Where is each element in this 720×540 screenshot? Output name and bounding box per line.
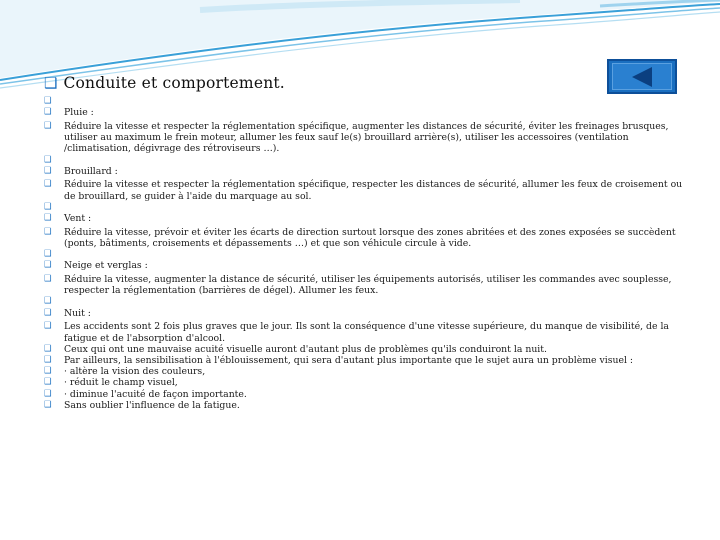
list-item [44,274,694,296]
list-item-text: Les accidents sont 2 fois plus graves que le jour. Ils sont la conséquence d'une vitesse supérieure, du manque de visibilité, de la fatigue et de l'absorption d'alcool. [64,321,669,344]
list-item [44,389,694,400]
square-bullet-icon: ❑ [44,213,52,224]
list-item-text: · réduit le champ visuel, [64,377,178,389]
list-item [44,355,694,366]
list-item [44,308,694,319]
list-item [44,166,694,177]
list-item-text: Par ailleurs, la sensibilisation à l'éblouissement, qui sera d'autant plus importante que le sujet aura un problème visuel : [64,354,634,366]
square-bullet-icon: ❑ [44,74,58,92]
square-bullet-icon: ❑ [44,154,52,165]
list-item [44,377,694,388]
square-bullet-icon: ❑ [44,274,52,285]
list-item-text: · altère la vision des couleurs, [64,366,206,378]
list-item-text: Vent : [64,213,92,225]
list-item [44,366,694,377]
list-item-text [64,249,694,260]
square-bullet-icon: ❑ [44,354,52,365]
square-bullet-icon: ❑ [44,366,52,377]
list-item-text [64,202,694,213]
square-bullet-icon: ❑ [44,201,52,212]
list-item [44,213,694,224]
list-item [44,107,694,118]
back-button-face [612,63,672,90]
list-item [44,400,694,411]
list-item-text: Neige et verglas : [64,260,148,272]
back-button[interactable] [607,59,677,94]
list-item [44,202,694,213]
content-list [44,96,694,411]
list-item [44,249,694,260]
square-bullet-icon: ❑ [44,343,52,354]
square-bullet-icon: ❑ [44,307,52,318]
section [44,155,694,202]
square-bullet-icon: ❑ [44,399,52,410]
title-row [44,74,285,92]
back-arrow-icon [630,66,654,88]
square-bullet-icon: ❑ [44,96,52,106]
section [44,296,694,411]
list-item [44,227,694,249]
list-item-text [64,296,694,307]
square-bullet-icon: ❑ [44,107,52,118]
list-item [44,155,694,166]
square-bullet-icon: ❑ [44,249,52,260]
list-item [44,344,694,355]
section [44,202,694,249]
list-item [44,321,694,343]
square-bullet-icon: ❑ [44,179,52,190]
page-title: Conduite et comportement. [63,74,285,92]
list-item-text: Réduire la vitesse, augmenter la distance de sécurité, utiliser les équipements autorisés, utiliser les commandes avec souplesse, respecter la réglementation (barrières de dégel). Allumer les feux. [64,274,672,297]
section [44,249,694,296]
list-item-text: Brouillard : [64,165,118,177]
list-item-text: Réduire la vitesse, prévoir et éviter les écarts de direction surtout lorsque des zones abritées et des zones exposées se succèdent (ponts, bâtiments, croisements et dépassements …) et que son véhicule circule à vide. [64,226,676,249]
square-bullet-icon: ❑ [44,120,52,131]
list-item-text: Réduire la vitesse et respecter la réglementation spécifique, augmenter les distances de sécurité, éviter les freinages brusques, utiliser au maximum le frein moteur, allumer les feux sauf le(s) brouillard arrière(s), utiliser les accessoires (ventilation /climatisation, dégivrage des rétroviseurs …). [64,120,669,155]
square-bullet-icon: ❑ [44,377,52,388]
square-bullet-icon: ❑ [44,260,52,271]
section [44,96,694,155]
list-item-text: Nuit : [64,307,91,319]
square-bullet-icon: ❑ [44,165,52,176]
square-bullet-icon: ❑ [44,321,52,332]
list-item [44,260,694,271]
list-item-text [64,155,694,166]
list-item [44,121,694,155]
list-item-text: Ceux qui ont une mauvaise acuité visuelle auront d'autant plus de problèmes qu'ils conduiront la nuit. [64,343,547,355]
square-bullet-icon: ❑ [44,388,52,399]
list-item-text: Sans oublier l'influence de la fatigue. [64,399,240,411]
list-item-text [64,96,694,107]
list-item [44,96,694,107]
list-item-text: · diminue l'acuité de façon importante. [64,388,247,400]
square-bullet-icon: ❑ [44,226,52,237]
list-item-text: Réduire la vitesse et respecter la réglementation spécifique, respecter les distances de sécurité, allumer les feux de croisement ou de brouillard, se guider à l'aide du marquage au sol. [64,179,683,202]
square-bullet-icon: ❑ [44,296,52,307]
list-item [44,296,694,307]
list-item [44,179,694,201]
list-item-text: Pluie : [64,107,94,119]
